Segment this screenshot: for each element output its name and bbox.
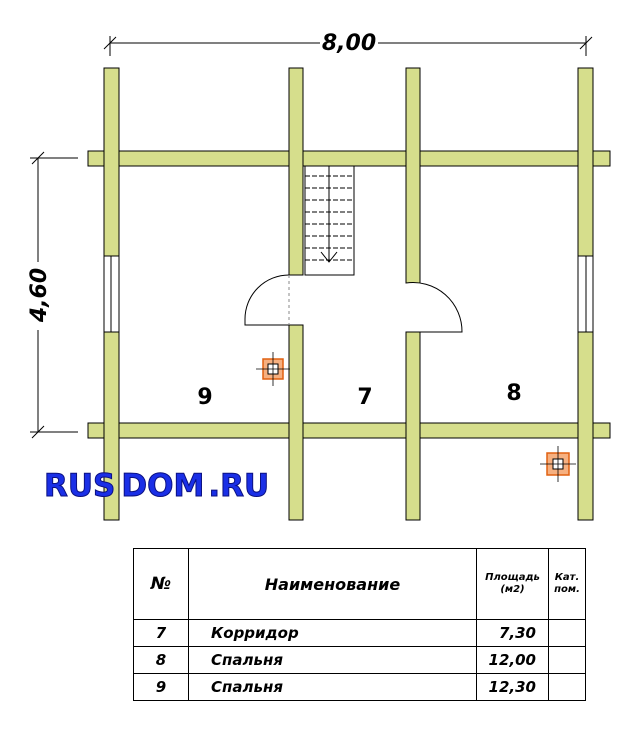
header-cat — [549, 549, 586, 620]
site-logo — [44, 463, 270, 504]
staircase — [305, 166, 354, 275]
logo-part-ru: .RU — [208, 468, 270, 504]
right-post-top — [578, 68, 593, 256]
room-label-7: 7 — [357, 385, 373, 410]
doors — [245, 275, 462, 332]
row-name: Спальня — [189, 674, 477, 701]
width-dimension-label: 8,00 — [321, 31, 377, 56]
inner-left-post-top — [289, 68, 303, 275]
header-num: № — [134, 549, 189, 620]
top-beam — [88, 151, 610, 166]
left-post-top — [104, 68, 119, 256]
column-marker-right — [540, 446, 576, 482]
row-cat — [549, 647, 586, 674]
header-name: Наименование — [189, 549, 477, 620]
right-post-bottom — [578, 332, 593, 520]
row-area: 12,30 — [477, 674, 549, 701]
table-row — [134, 674, 586, 701]
row-cat — [549, 620, 586, 647]
row-cat — [549, 674, 586, 701]
header-area-line1: Площадь — [485, 572, 540, 583]
row-num: 9 — [134, 674, 189, 701]
room-label-8: 8 — [506, 381, 522, 406]
left-door-swing — [245, 275, 289, 325]
row-num: 7 — [134, 620, 189, 647]
row-name: Спальня — [189, 647, 477, 674]
row-area: 12,00 — [477, 647, 549, 674]
bottom-beam — [88, 423, 610, 438]
logo-part-rus: RUS — [44, 468, 116, 504]
right-door-swing — [406, 282, 462, 332]
table-row — [134, 620, 586, 647]
inner-right-post-bottom — [406, 332, 420, 520]
row-name: Корридор — [189, 620, 477, 647]
walls — [88, 68, 610, 520]
column-marker-left — [256, 352, 290, 386]
height-dimension-label: 4,60 — [27, 267, 52, 323]
table-row — [134, 647, 586, 674]
header-area-line2: (м2) — [500, 584, 525, 595]
header-cat-line1: Кат. — [554, 572, 580, 583]
row-num: 8 — [134, 647, 189, 674]
inner-right-post-top — [406, 68, 420, 283]
table-header-row — [134, 549, 586, 620]
room-label-9: 9 — [197, 385, 213, 410]
room-table — [133, 548, 586, 701]
inner-left-post-bottom — [289, 325, 303, 520]
header-area — [477, 549, 549, 620]
logo-part-dom: DOM — [121, 468, 205, 504]
svg-text:RUSDOM.RU — [44, 468, 269, 504]
header-cat-line2: пом. — [554, 584, 580, 595]
row-area: 7,30 — [477, 620, 549, 647]
